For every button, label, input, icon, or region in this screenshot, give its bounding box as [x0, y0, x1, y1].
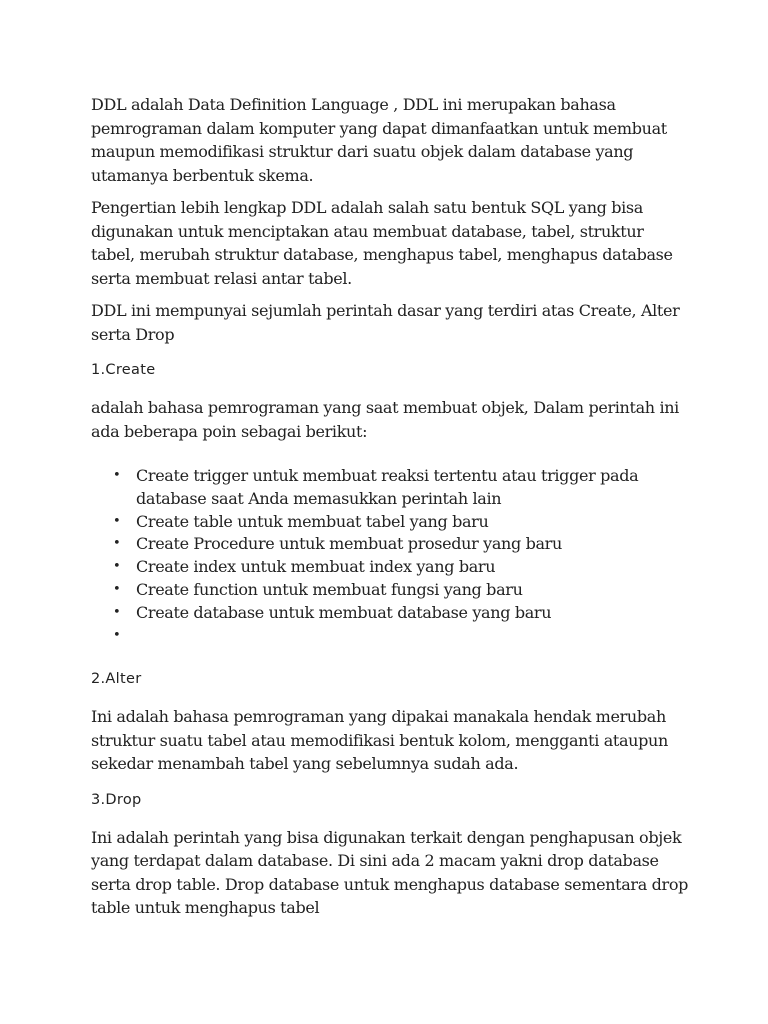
- list-item: [113, 556, 691, 579]
- bullet-icon: •: [113, 468, 121, 483]
- list-item-text: Create function untuk membuat fungsi yang baru: [136, 579, 523, 599]
- list-item: [113, 602, 691, 625]
- list-item: [113, 579, 691, 602]
- list-item: [113, 511, 691, 534]
- create-bullet-list: [91, 465, 691, 647]
- section-heading-alter: 2.Alter: [91, 671, 142, 688]
- bullet-icon: •: [113, 536, 121, 552]
- list-item: [113, 465, 691, 511]
- section-heading-drop: 3.Drop: [91, 791, 142, 808]
- intro-paragraph-3: DDL ini mempunyai sejumlah perintah dasar yang terdiri atas Create, Alter serta Drop: [91, 301, 680, 344]
- drop-description: Ini adalah perintah yang bisa digunakan terkait dengan penghapusan objek yang terdapat dalam database. Di sini ada 2 macam yakni drop database serta drop table. Drop database untuk menghapus database sementara drop table untuk menghapus tabel: [91, 827, 689, 918]
- list-item-text: Create database untuk membuat database yang baru: [136, 602, 552, 622]
- intro-paragraph-2: Pengertian lebih lengkap DDL adalah salah satu bentuk SQL yang bisa digunakan untuk menciptakan atau membuat database, tabel, struktur tabel, merubah struktur database, menghapus tabel, menghapus database serta membuat relasi antar tabel.: [91, 198, 673, 288]
- document-body: [91, 93, 691, 929]
- list-item-empty: [113, 625, 691, 648]
- bullet-icon: •: [113, 627, 121, 643]
- create-description: adalah bahasa pemrograman yang saat membuat objek, Dalam perintah ini ada beberapa poin sebagai berikut:: [91, 398, 679, 441]
- section-heading-create: 1.Create: [91, 362, 156, 378]
- bullet-icon: •: [113, 559, 121, 575]
- list-item-text: Create trigger untuk membuat reaksi tertentu atau trigger pada database saat Anda memasukkan perintah lain: [136, 466, 639, 508]
- list-item-text: Create Procedure untuk membuat prosedur yang baru: [136, 534, 562, 554]
- alter-description: Ini adalah bahasa pemrograman yang dipakai manakala hendak merubah struktur suatu tabel atau memodifikasi bentuk kolom, mengganti ataupun sekedar menambah tabel yang sebelumnya sudah ada.: [91, 707, 668, 774]
- list-item-text: Create table untuk membuat tabel yang baru: [136, 511, 489, 531]
- intro-paragraph-1: DDL adalah Data Definition Language , DDL ini merupakan bahasa pemrograman dalam komputer yang dapat dimanfaatkan untuk membuat maupun memodifikasi struktur dari suatu objek dalam database yang utamanya berbentuk skema.: [91, 95, 667, 185]
- bullet-icon: •: [113, 581, 121, 597]
- list-item-text: Create index untuk membuat index yang baru: [136, 557, 496, 577]
- list-item: [113, 533, 691, 556]
- bullet-icon: •: [113, 513, 121, 529]
- bullet-icon: •: [113, 604, 121, 620]
